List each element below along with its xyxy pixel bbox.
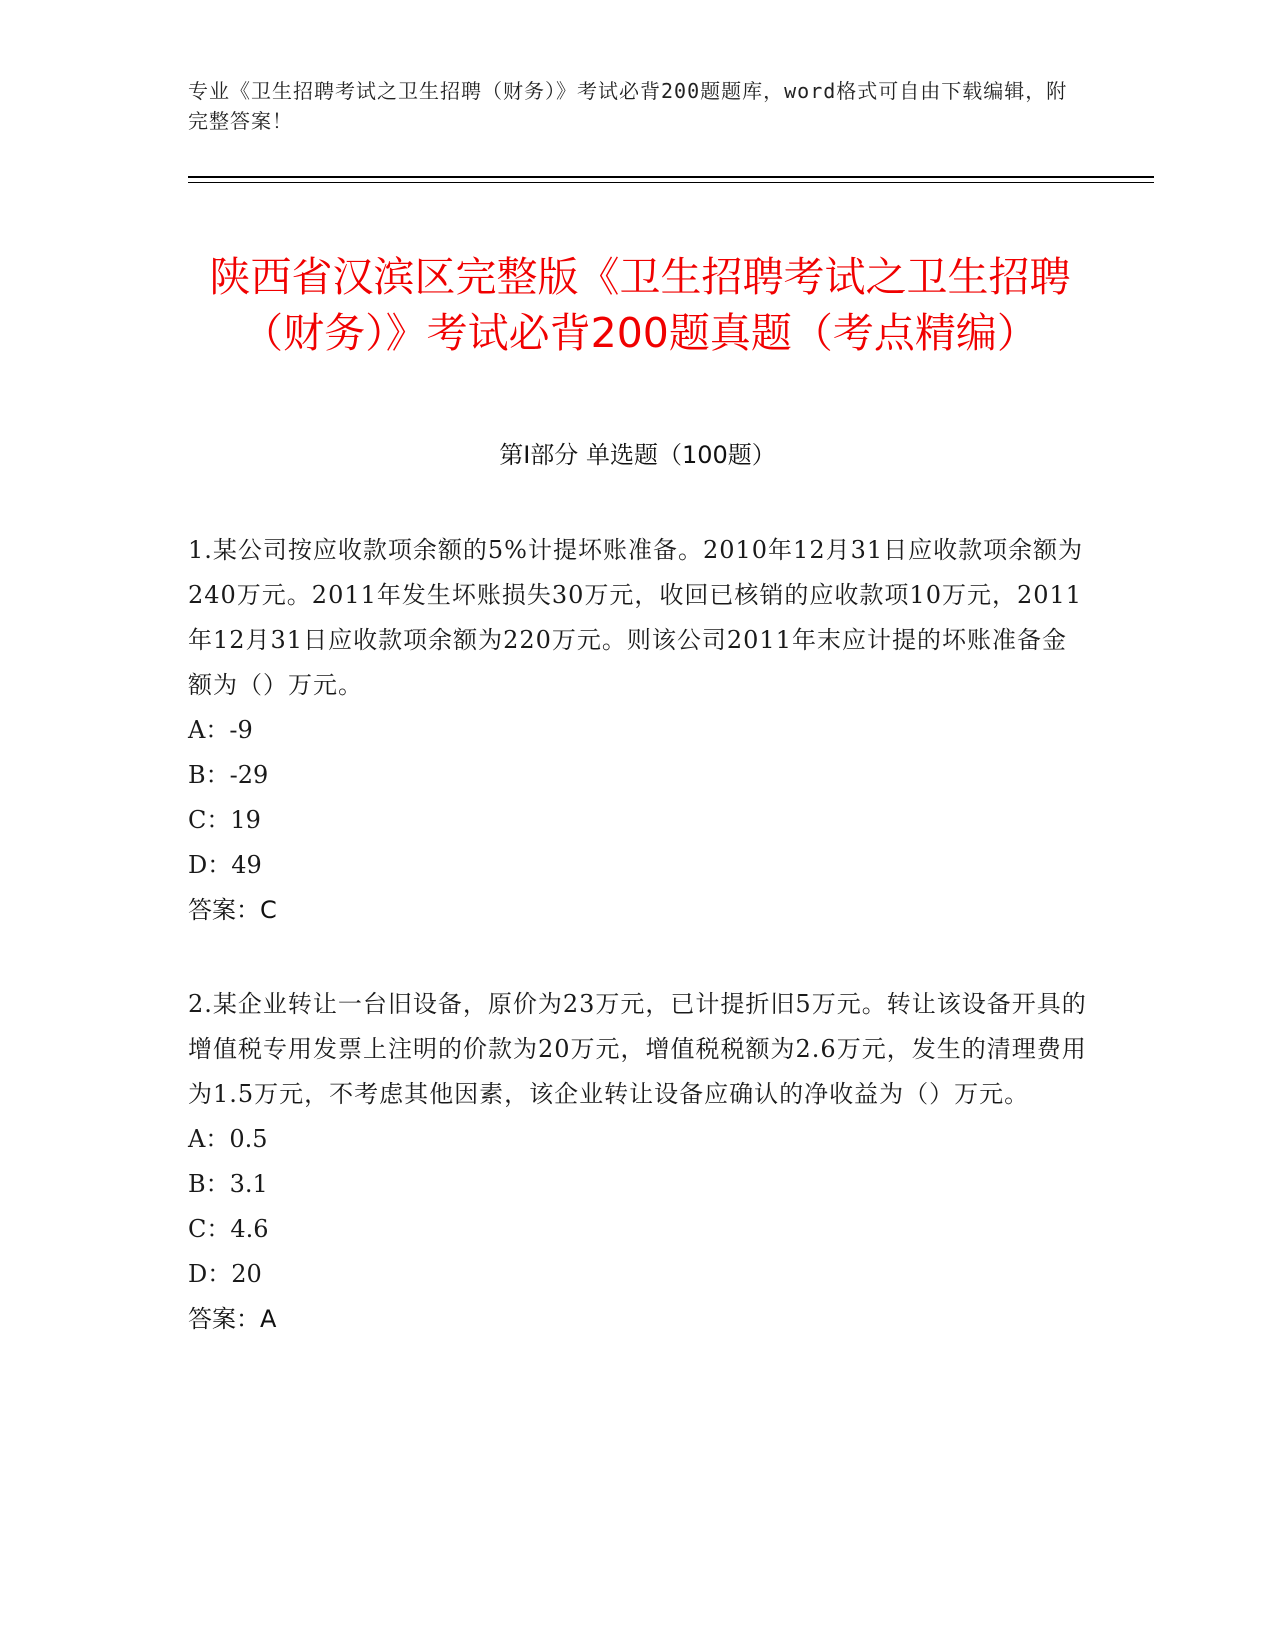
option-c: C：4.6 bbox=[188, 1215, 269, 1243]
option-b: B：3.1 bbox=[188, 1170, 268, 1198]
option-b: B：-29 bbox=[188, 761, 269, 789]
header-divider bbox=[188, 176, 1154, 178]
document-title: 陕西省汉滨区完整版《卫生招聘考试之卫生招聘（财务）》考试必背200题真题（考点精编） bbox=[209, 253, 1071, 358]
answer-line: 答案：A bbox=[188, 1305, 277, 1333]
option-d: D：49 bbox=[188, 851, 262, 879]
question-stem: 2.某企业转让一台旧设备，原价为23万元，已计提折旧5万元。转让该设备开具的增值税专用发票上注明的价款为20万元，增值税税额为2.6万元，发生的清理费用为1.5万元，不考虑其他因素，该企业转让设备应确认的净收益为（）万元。 bbox=[188, 990, 1087, 1108]
header-note: 专业《卫生招聘考试之卫生招聘（财务）》考试必背200题题库，word格式可自由下载编辑，附完整答案！ bbox=[188, 79, 1068, 133]
header-divider-thin bbox=[188, 182, 1154, 183]
option-c: C：19 bbox=[188, 806, 261, 834]
option-a: A：0.5 bbox=[188, 1125, 268, 1153]
option-a: A：-9 bbox=[188, 716, 253, 744]
question-1 bbox=[188, 528, 1088, 933]
option-d: D：20 bbox=[188, 1260, 262, 1288]
answer-line: 答案：C bbox=[188, 896, 277, 924]
section-heading: 第I部分 单选题（100题） bbox=[499, 441, 776, 469]
question-2 bbox=[188, 982, 1088, 1342]
question-stem: 1.某公司按应收款项余额的5%计提坏账准备。2010年12月31日应收款项余额为240万元。2011年发生坏账损失30万元，收回已核销的应收款项10万元，2011年12月31日应收款项余额为220万元。则该公司2011年末应计提的坏账准备金额为（）万元。 bbox=[188, 536, 1084, 699]
